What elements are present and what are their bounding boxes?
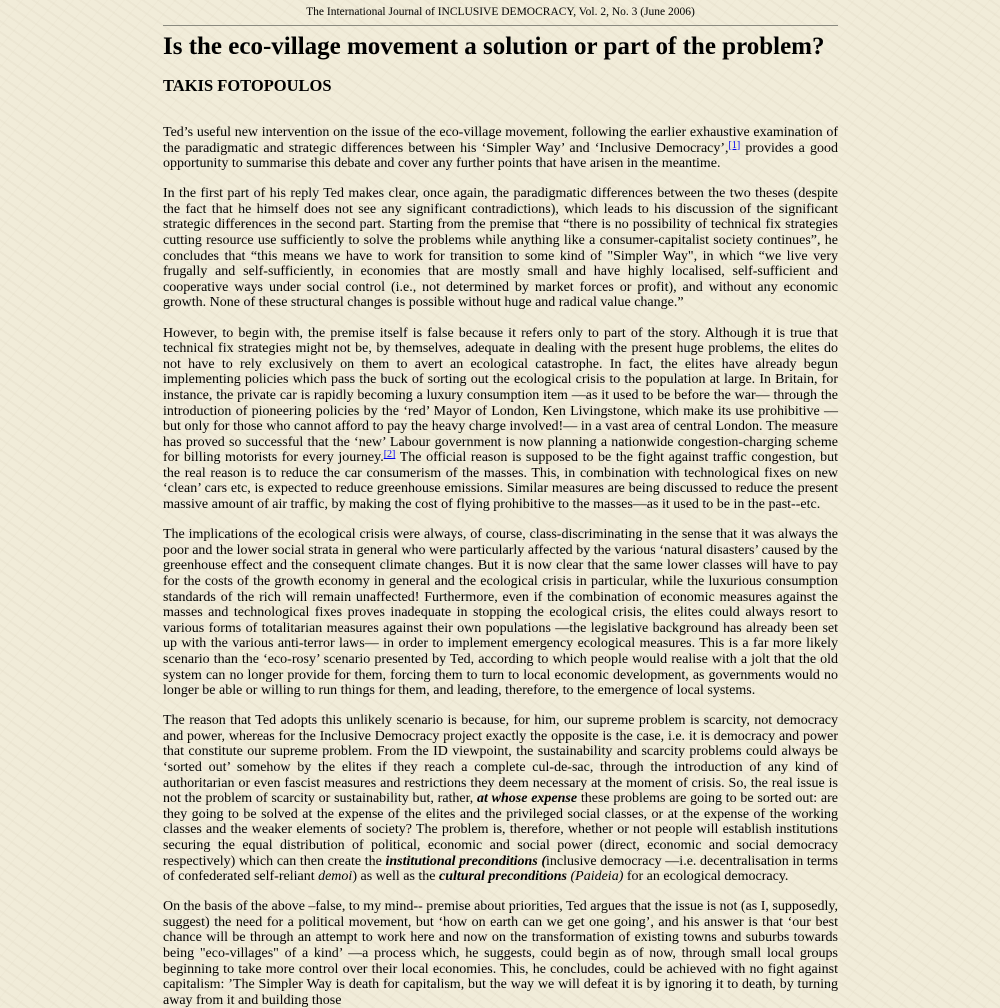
paragraph-5-text-e: for an ecological democracy. [623, 869, 789, 885]
paragraph-2: In the first part of his reply Ted makes clear, once again, the paradigmatic differences between the two theses (despite the fact that he himself does not see any significant contradictions), which leads to his discussion of the significant strategic differences in the second part. Starting from the premise that “there is no possibility of technical fix strategies cutting resource use sufficiently to solve the problems while anything like a consumer-capitalist society continues”, he concludes that “this means we have to work for transition to some kind of "Simpler Way", in which “we live very frugally and self-sufficiently, in economies that are mostly small and have highly localised, self-sufficient and cooperative ways under social control (i.e., not determined by market forces or profit), and without any economic growth. None of these structural changes is possible without huge and radical value change.” [163, 186, 838, 311]
paragraph-3-text-b: The official reason is supposed to be the fight against traffic congestion, but the real reason is to reduce the car consumerism of the masses. This, in combination with technological fixes on new ‘clean’ cars etc, is expected to reduce greenhouse emissions. Similar measures are being discussed to reduce the present massive amount of air traffic, by making the cost of flying prohibitive to the masses—as it used to be in the past--etc. [163, 450, 838, 513]
page [163, 0, 838, 1008]
emphasis-institutional-preconditions: institutional preconditions ( [385, 853, 547, 869]
emphasis-demoi: demoi [318, 869, 353, 885]
footnote-link-2[interactable]: [2] [383, 449, 396, 461]
paragraph-3 [163, 326, 838, 513]
paragraph-4: The implications of the ecological crisis were always, of course, class-discriminating in the sense that it was always the poor and the lower social strata in general who were particularly affected by the various ‘natural disasters’ caused by the greenhouse effect and the consequent climate changes. But it is now clear that the same lower classes will have to pay for the costs of the growth economy in general and the ecological crisis in particular, while the luxurious consumption standards of the rich will remain unaffected! Furthermore, even if the combination of economic measures against the masses and technological fixes proves inadequate in stopping the ecological crisis, the elites could always resort to various forms of totalitarian measures against their own populations —the legislative background has already been set up with the various anti-terror laws— in order to implement emergency ecological measures. This is a far more likely scenario than the ‘eco-rosy’ scenario presented by Ted, according to which people would realise with a jolt that the old system can no longer provide for them, forcing them to turn to local economic development, as governments would no longer be able or willing to run things for them, and leading, therefore, to the emergence of local systems. [163, 527, 838, 699]
paragraph-5-text-b: these problems are going to be sorted out: are they going to be solved at the expense of the elites and the privileged social classes, or at the expense of the working classes and the weaker elements of society? The problem is, therefore, whether or not people will establish institutions securing the equal distribution of political, economic and social power (direct, economic and social democracy respectively) which can then create the [163, 791, 838, 869]
journal-header: The International Journal of INCLUSIVE DEMOCRACY, Vol. 2, No. 3 (June 2006) [163, 0, 838, 26]
footnote-ref-1 [729, 140, 741, 151]
footnote-ref-2 [384, 449, 396, 460]
paragraph-5-text-a: The reason that Ted adopts this unlikely scenario is because, for him, our supreme problem is scarcity, not democracy and power, whereas for the Inclusive Democracy project exactly the opposite is the case, i.e. it is democracy and power that constitute our supreme problem. From the ID viewpoint, the sustainability and scarcity problems could always be ‘sorted out’ somehow by the elites if they reach a complete cul-de-sac, through the introduction of any kind of authoritarian or even fascist measures and restrictions they deem necessary at the moment of crisis. So, the real issue is not the problem of scarcity or sustainability but, rather, [163, 713, 838, 807]
paragraph-6: On the basis of the above –false, to my mind-- premise about priorities, Ted argues that the issue is not (as I, supposedly, suggest) the need for a political movement, but ‘how on earth can we get one going’, and his answer is that ‘our best chance will be through an attempt to work here and now on the transformation of existing towns and suburbs towards being "eco-villages" of a kind’ —a process which, he suggests, could begin as of now, through small local groups beginning to take more control over their local economies. This, he concludes, could be achieved with no fight against capitalism: ’The Simpler Way is death for capitalism, but the way we will defeat it is by ignoring it to death, by turning away from it and building those [163, 899, 838, 1008]
emphasis-paideia: (Paideia) [566, 869, 624, 885]
paragraph-5-text-c: inclusive democracy —i.e. decentralisation in terms of confederated self-reliant [163, 853, 838, 885]
paragraph-5-text-d: ) as well as the [352, 869, 440, 885]
paragraph-3-text-a: However, to begin with, the premise itself is false because it refers only to part of the story. Although it is true that technical fix strategies might not be, by themselves, adequate in dealing with the present huge problems, the elites do not have to rely exclusively on them to avert an ecological catastrophe. In fact, the elites have already begun implementing policies which pass the buck of sorting out the ecological crisis to the population at large. In Britain, for instance, the private car is rapidly becoming a luxury consumption item —as it used to be before the war— through the introduction of pioneering policies by the ‘red’ Mayor of London, Ken Livingstone, which make its use prohibitive —but only for those who cannot afford to pay the heavy charge involved!— in a vast area of central London. The measure has proved so successful that the ‘new’ Labour government is now planning a nationwide congestion-charging scheme for billing motorists for every journey. [163, 325, 838, 466]
article-body [163, 125, 838, 1008]
emphasis-at-whose-expense: at whose expense [477, 791, 578, 807]
footnote-link-1[interactable]: [1] [728, 139, 741, 151]
paragraph-1 [163, 125, 838, 172]
paragraph-1-text-a: Ted’s useful new intervention on the issue of the eco-village movement, following the earlier exhaustive examination of the paradigmatic and strategic differences between his ‘Simpler Way’ and ‘Inclusive Democracy’, [163, 125, 838, 156]
article-title: Is the eco-village movement a solution or part of the problem? [163, 33, 825, 60]
emphasis-cultural-preconditions: cultural preconditions [439, 869, 567, 885]
paragraph-5 [163, 713, 838, 885]
paragraph-1-text-b: provides a good opportunity to summarise this debate and cover any further points that have arisen in the meantime. [163, 140, 838, 172]
author-name: TAKIS FOTOPOULOS [163, 76, 332, 95]
